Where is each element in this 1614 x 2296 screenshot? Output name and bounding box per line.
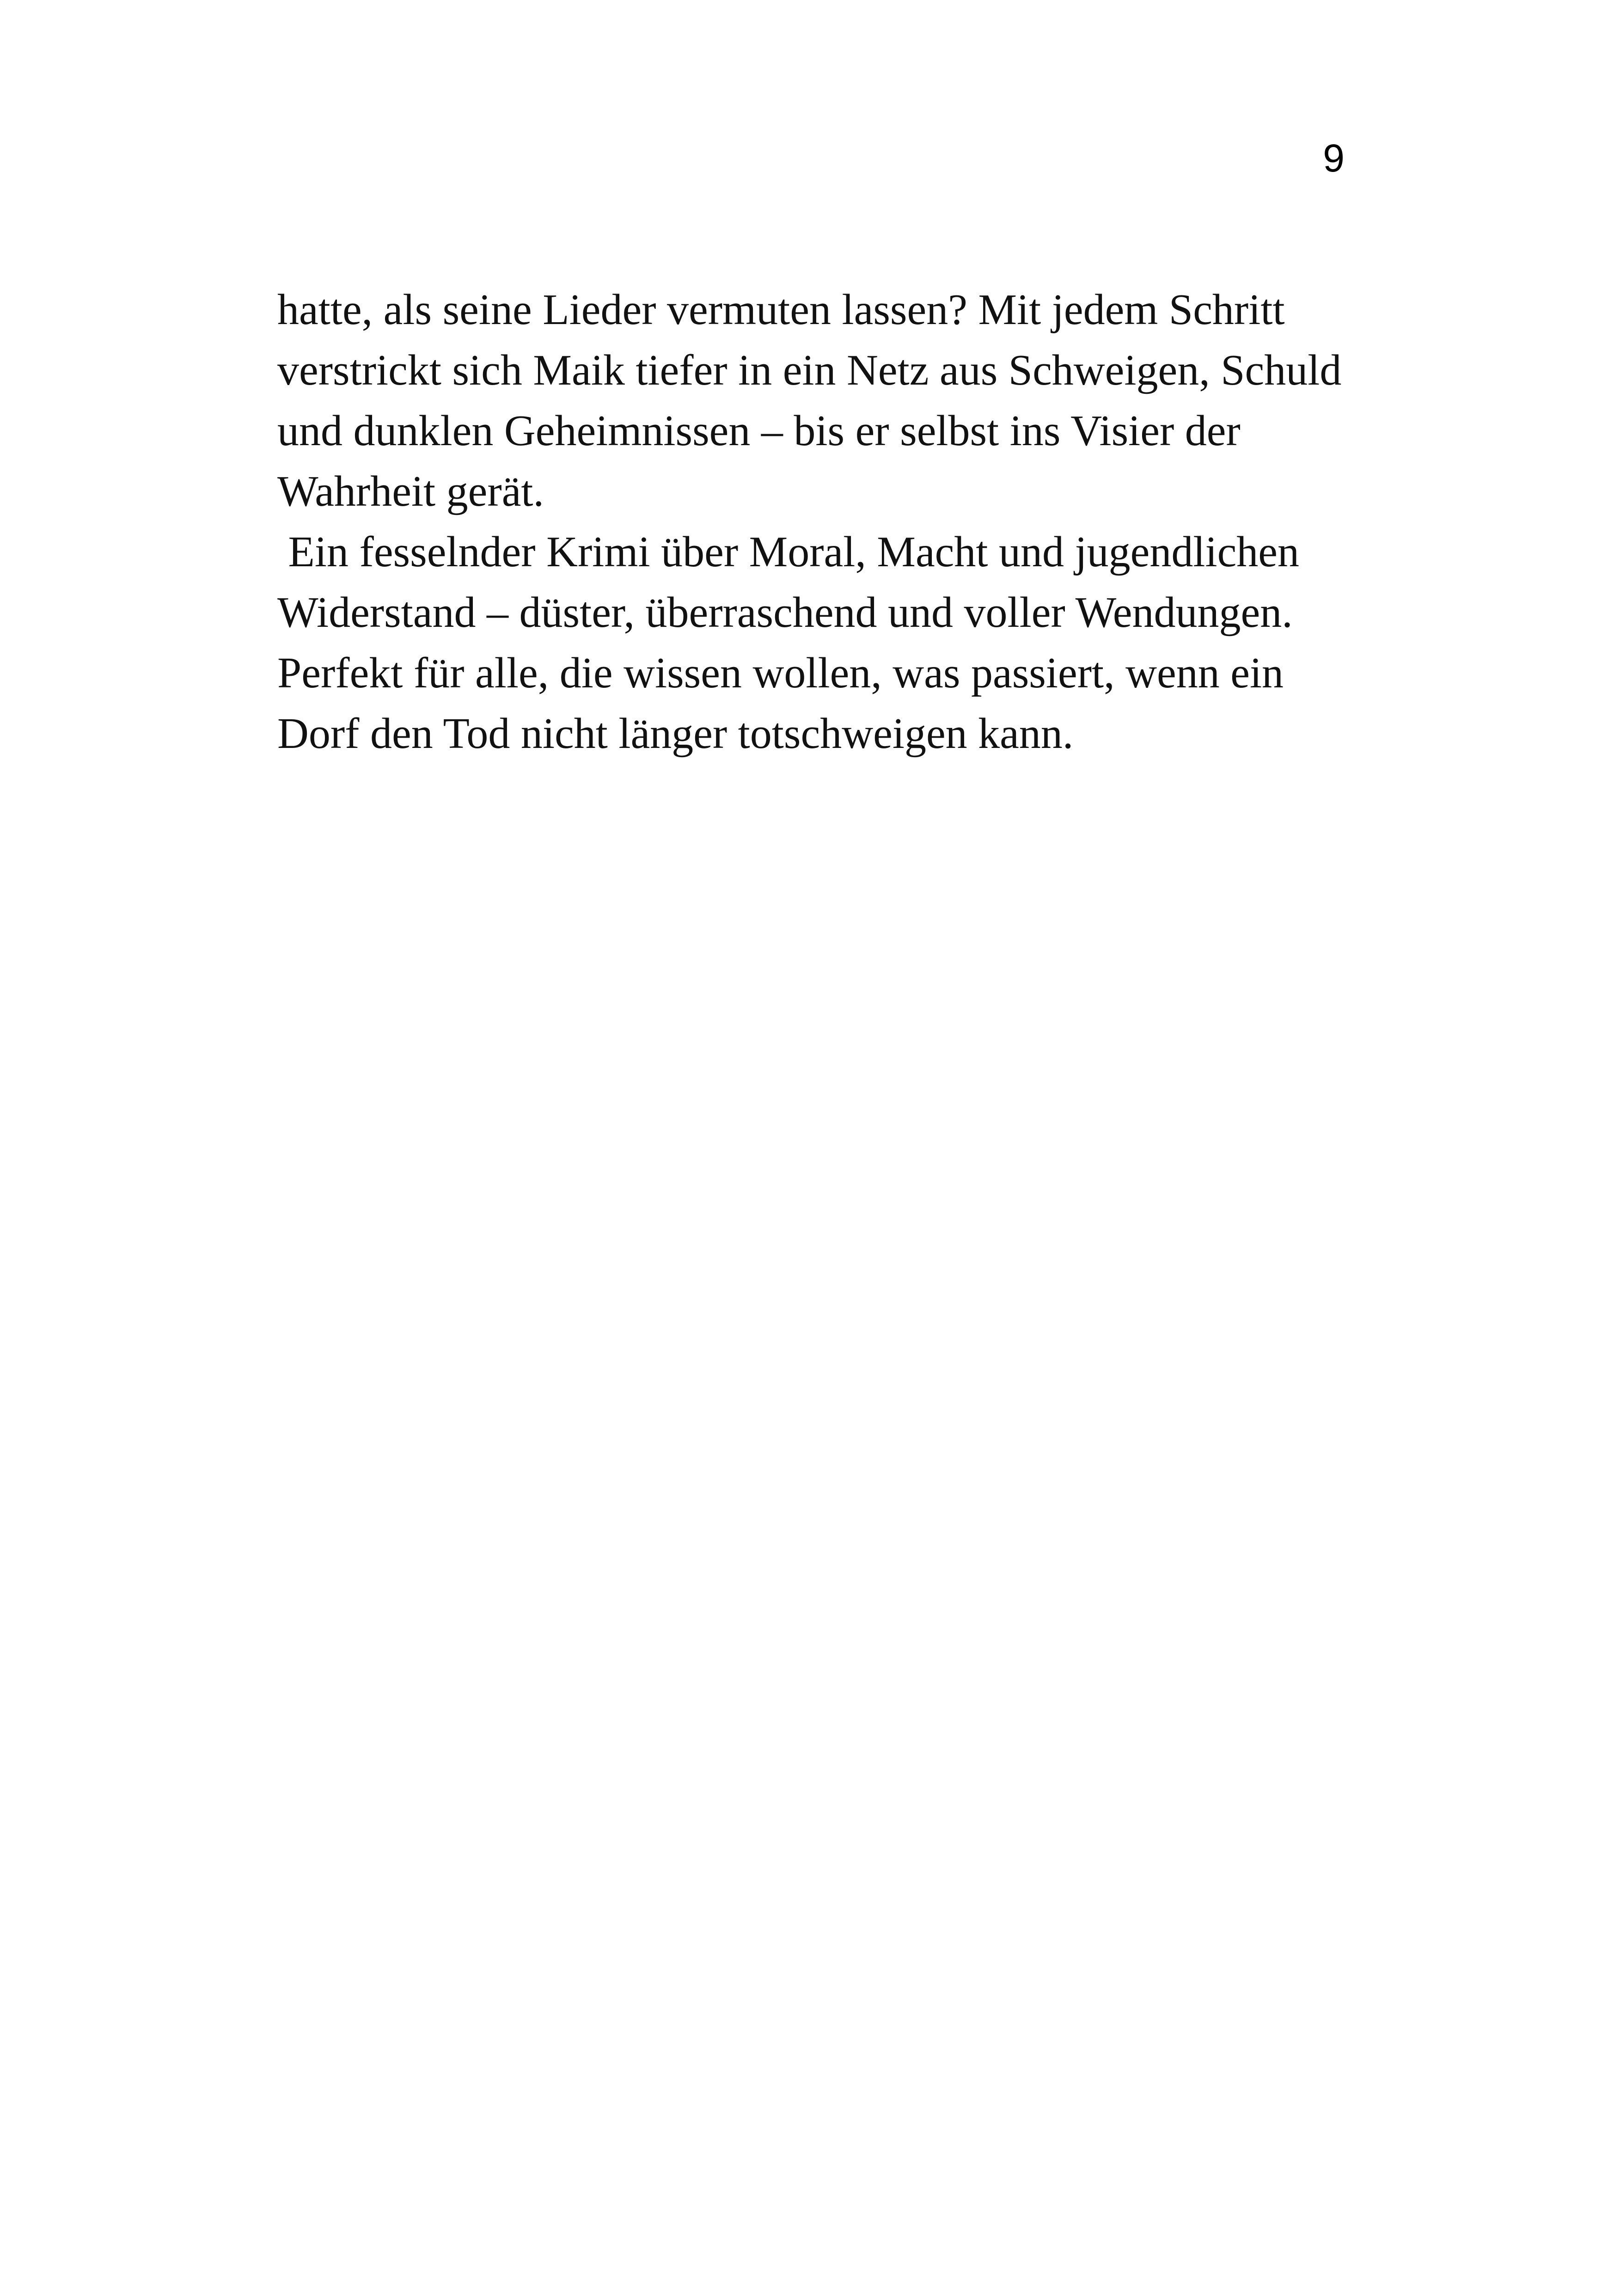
page-number: 9 [1323, 136, 1345, 180]
text-line: hatte, als seine Lieder vermuten lassen? Mit jedem Schritt [277, 286, 1285, 334]
text-line: und dunklen Geheimnissen – bis er selbst ins Visier der [277, 407, 1241, 455]
text-line: Dorf den Tod nicht länger totschweigen kann. [277, 710, 1074, 758]
text-line: Wahrheit gerät. [277, 467, 544, 515]
text-line: Perfekt für alle, die wissen wollen, was passiert, wenn ein [277, 649, 1284, 697]
text-body [277, 280, 1350, 764]
text-line: Ein fesselnder Krimi über Moral, Macht und jugendlichen [277, 528, 1300, 576]
paragraph-2 [277, 522, 1350, 764]
text-line: verstrickt sich Maik tiefer in ein Netz aus Schweigen, Schuld [277, 346, 1342, 394]
paragraph-1 [277, 280, 1350, 522]
text-line: Widerstand – düster, überraschend und voller Wendungen. [277, 588, 1293, 637]
